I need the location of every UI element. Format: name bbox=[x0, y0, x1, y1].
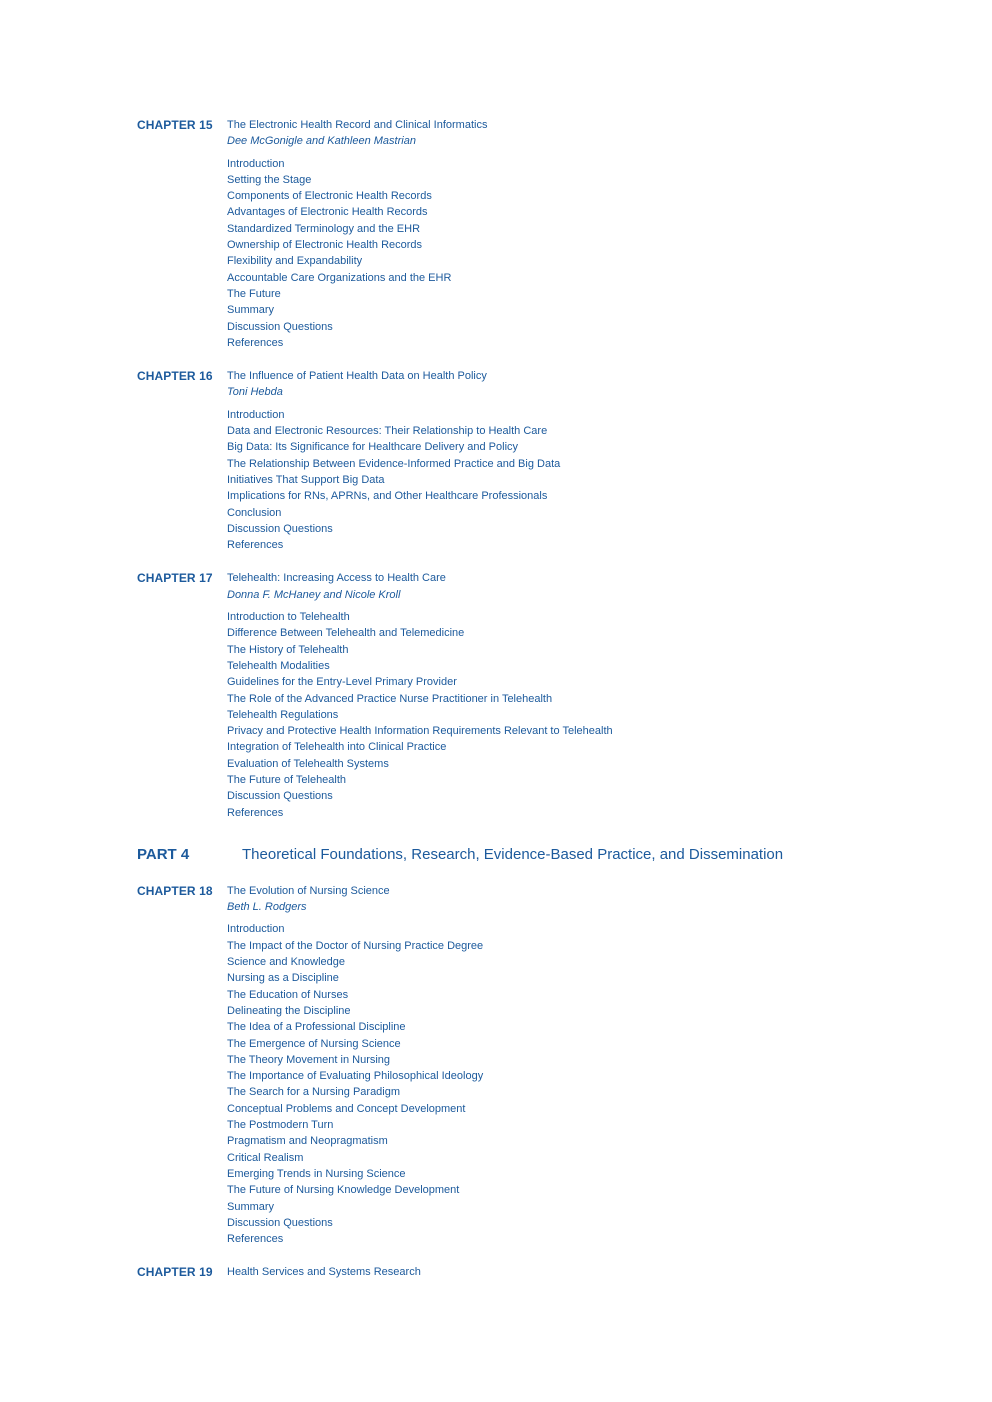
section-item[interactable]: Integration of Telehealth into Clinical Practice bbox=[227, 741, 447, 754]
chapter-18 bbox=[137, 883, 897, 1248]
section-item[interactable]: Privacy and Protective Health Information Requirements Relevant to Telehealth bbox=[227, 725, 613, 738]
section-item[interactable]: Advantages of Electronic Health Records bbox=[227, 206, 428, 219]
chapter-number: CHAPTER 15 bbox=[137, 118, 213, 132]
table-of-contents bbox=[137, 117, 897, 1281]
section-item[interactable]: Flexibility and Expandability bbox=[227, 255, 363, 268]
chapter-author: Dee McGonigle and Kathleen Mastrian bbox=[227, 135, 416, 148]
section-item[interactable]: Guidelines for the Entry-Level Primary Provider bbox=[227, 676, 457, 689]
section-item[interactable]: Introduction to Telehealth bbox=[227, 611, 350, 624]
section-item[interactable]: The Theory Movement in Nursing bbox=[227, 1053, 391, 1066]
section-item[interactable]: The Future bbox=[227, 287, 281, 300]
section-item[interactable]: Nursing as a Discipline bbox=[227, 972, 339, 985]
section-item[interactable]: Initiatives That Support Big Data bbox=[227, 473, 385, 486]
section-item[interactable]: Summary bbox=[227, 304, 275, 317]
section-item[interactable]: Science and Knowledge bbox=[227, 956, 346, 969]
part-number: PART 4 bbox=[137, 845, 190, 863]
section-item[interactable]: Conclusion bbox=[227, 506, 282, 519]
section-item[interactable]: Summary bbox=[227, 1200, 275, 1213]
chapter-title[interactable]: Telehealth: Increasing Access to Health Care bbox=[227, 572, 446, 585]
chapter-body bbox=[227, 570, 897, 820]
chapter-17 bbox=[137, 570, 897, 820]
section-item[interactable]: Difference Between Telehealth and Telemedicine bbox=[227, 627, 465, 640]
section-item[interactable]: The History of Telehealth bbox=[227, 643, 349, 656]
section-item[interactable]: Standardized Terminology and the EHR bbox=[227, 222, 421, 235]
chapter-body bbox=[227, 117, 897, 351]
section-item[interactable]: Implications for RNs, APRNs, and Other Healthcare Professionals bbox=[227, 490, 548, 503]
section-item[interactable]: Emerging Trends in Nursing Science bbox=[227, 1167, 406, 1180]
chapter-number: CHAPTER 19 bbox=[137, 1265, 213, 1280]
section-item[interactable]: Evaluation of Telehealth Systems bbox=[227, 757, 389, 770]
chapter-author: Toni Hebda bbox=[227, 386, 283, 399]
chapter-body bbox=[227, 883, 897, 1248]
section-item[interactable]: Components of Electronic Health Records bbox=[227, 190, 432, 203]
chapter-title[interactable]: The Influence of Patient Health Data on Health Policy bbox=[227, 370, 487, 383]
section-item[interactable]: Conceptual Problems and Concept Development bbox=[227, 1102, 466, 1115]
section-item[interactable]: The Education of Nurses bbox=[227, 988, 349, 1001]
section-item[interactable]: Telehealth Modalities bbox=[227, 659, 330, 672]
chapter-body bbox=[227, 1264, 897, 1280]
section-item[interactable]: References bbox=[227, 1233, 284, 1246]
section-item[interactable]: Introduction bbox=[227, 157, 285, 170]
chapter-19 bbox=[137, 1264, 897, 1280]
section-item[interactable]: Ownership of Electronic Health Records bbox=[227, 239, 423, 252]
section-item[interactable]: References bbox=[227, 336, 284, 349]
section-list bbox=[227, 407, 897, 554]
section-item[interactable]: The Importance of Evaluating Philosophical Ideology bbox=[227, 1070, 484, 1083]
section-item[interactable]: Data and Electronic Resources: Their Relationship to Health Care bbox=[227, 425, 548, 438]
section-item[interactable]: The Future of Telehealth bbox=[227, 773, 347, 786]
section-item[interactable]: Accountable Care Organizations and the EHR bbox=[227, 271, 452, 284]
section-item[interactable]: Discussion Questions bbox=[227, 790, 333, 803]
section-item[interactable]: References bbox=[227, 539, 284, 552]
chapter-body bbox=[227, 368, 897, 553]
section-item[interactable]: Telehealth Regulations bbox=[227, 708, 339, 721]
section-item[interactable]: The Search for a Nursing Paradigm bbox=[227, 1086, 401, 1099]
chapter-15 bbox=[137, 117, 897, 351]
section-item[interactable]: Introduction bbox=[227, 923, 285, 936]
chapter-number: CHAPTER 18 bbox=[137, 883, 213, 898]
section-item[interactable]: The Relationship Between Evidence-Informed Practice and Big Data bbox=[227, 457, 561, 470]
part-heading bbox=[137, 845, 897, 865]
chapter-number: CHAPTER 16 bbox=[137, 369, 213, 384]
section-item[interactable]: Pragmatism and Neopragmatism bbox=[227, 1135, 388, 1148]
section-item[interactable]: Big Data: Its Significance for Healthcare Delivery and Policy bbox=[227, 441, 519, 454]
section-item[interactable]: Discussion Questions bbox=[227, 320, 333, 333]
section-list bbox=[227, 921, 897, 1247]
chapter-title[interactable]: Health Services and Systems Research bbox=[227, 1266, 421, 1279]
section-item[interactable]: The Idea of a Professional Discipline bbox=[227, 1021, 406, 1034]
section-item[interactable]: Discussion Questions bbox=[227, 1216, 333, 1229]
section-item[interactable]: The Impact of the Doctor of Nursing Practice Degree bbox=[227, 939, 484, 952]
section-item[interactable]: The Emergence of Nursing Science bbox=[227, 1037, 401, 1050]
section-item[interactable]: Discussion Questions bbox=[227, 522, 333, 535]
chapter-16 bbox=[137, 368, 897, 553]
section-item[interactable]: Introduction bbox=[227, 408, 285, 421]
part-title[interactable]: Theoretical Foundations, Research, Evidence-Based Practice, and Dissemination bbox=[242, 845, 784, 863]
section-item[interactable]: The Postmodern Turn bbox=[227, 1119, 334, 1132]
section-list bbox=[227, 156, 897, 352]
chapter-author: Beth L. Rodgers bbox=[227, 901, 307, 914]
chapter-number: CHAPTER 17 bbox=[137, 571, 213, 586]
chapter-author: Donna F. McHaney and Nicole Kroll bbox=[227, 588, 401, 601]
section-item[interactable]: The Future of Nursing Knowledge Development bbox=[227, 1184, 460, 1197]
section-item[interactable]: The Role of the Advanced Practice Nurse Practitioner in Telehealth bbox=[227, 692, 553, 705]
section-item[interactable]: Critical Realism bbox=[227, 1151, 304, 1164]
chapter-title[interactable]: The Electronic Health Record and Clinical Informatics bbox=[227, 119, 488, 131]
section-list bbox=[227, 609, 897, 821]
section-item[interactable]: Delineating the Discipline bbox=[227, 1004, 351, 1017]
section-item[interactable]: Setting the Stage bbox=[227, 173, 312, 186]
chapter-title[interactable]: The Evolution of Nursing Science bbox=[227, 884, 390, 897]
section-item[interactable]: References bbox=[227, 806, 284, 819]
